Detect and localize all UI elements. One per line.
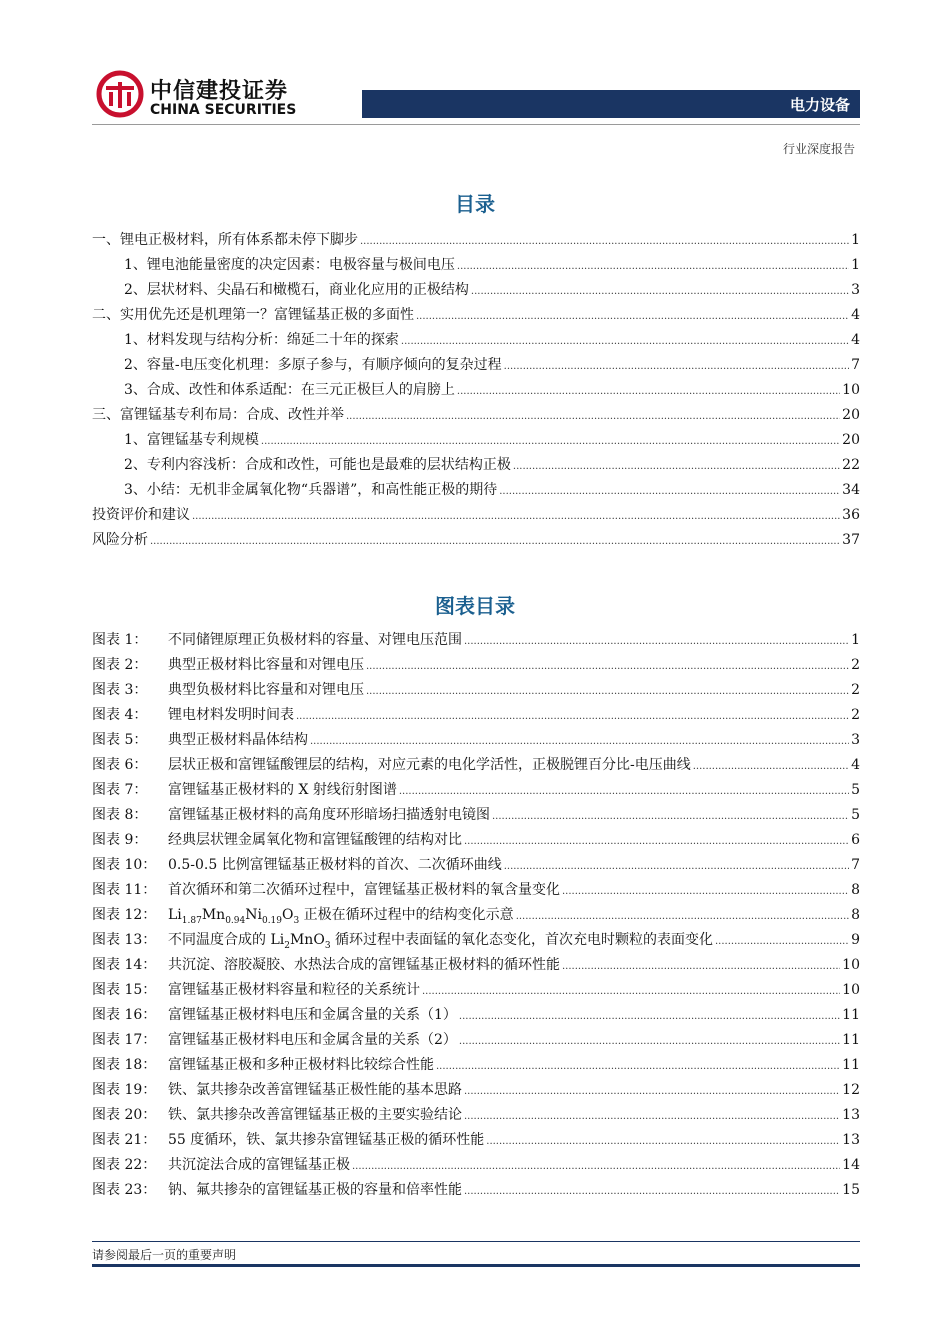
footer-disclaimer: 请参阅最后一页的重要声明 (92, 1248, 237, 1262)
figure-entry[interactable]: 图表 22： 共沉淀法合成的富锂锰基正极 ..... 14 (92, 1153, 860, 1178)
toc-entry[interactable]: 2、层状材料、尖晶石和橄榄石，商业化应用的正极结构 ..... 3 (92, 278, 860, 303)
report-type-label: 行业深度报告 (782, 142, 855, 156)
figure-entry[interactable]: 图表 6： 层状正极和富锂锰酸锂层的结构，对应元素的电化学活性，正极脱锂百分比-电压曲线 ..... 4 (92, 753, 860, 778)
toc-entry[interactable]: 2、专利内容浅析：合成和改性，可能也是最难的层状结构正极 ..... 22 (92, 453, 860, 478)
footer-bar (92, 1264, 860, 1267)
toc-list (92, 228, 860, 553)
figure-entry[interactable]: 图表 21： 55 度循环，铁、氯共掺杂富锂锰基正极的循环性能 ..... 13 (92, 1128, 860, 1153)
figure-entry[interactable]: 图表 17： 富锂锰基正极材料电压和金属含量的关系（2） ..... 11 (92, 1028, 860, 1053)
toc-entry[interactable]: 风险分析 ..... 37 (92, 528, 860, 553)
toc-entry[interactable]: 3、合成、改性和体系适配：在三元正极巨人的肩膀上 ..... 10 (92, 378, 860, 403)
figure-entry[interactable]: 图表 10： 0.5-0.5 比例富锂锰基正极材料的首次、二次循环曲线 ..... 7 (92, 853, 860, 878)
toc-entry[interactable]: 一、锂电正极材料，所有体系都未停下脚步 ..... 1 (92, 228, 860, 253)
header-divider (92, 124, 860, 125)
figure-entry[interactable]: 图表 12： $Li_{1.87}Mn_{0.94}Ni_{0.19}O_3$ 正极在循环过程中的结构变化示意 ..... 8 (92, 903, 860, 928)
figure-entry[interactable]: 图表 5： 典型正极材料晶体结构 ..... 3 (92, 728, 860, 753)
figure-entry[interactable]: 图表 19： 铁、氯共掺杂改善富锂锰基正极性能的基本思路 ..... 12 (92, 1078, 860, 1103)
figure-entry[interactable]: 图表 3： 典型负极材料比容量和对锂电压 ..... 2 (92, 678, 860, 703)
figure-entry[interactable]: 图表 8： 富锂锰基正极材料的高角度环形暗场扫描透射电镜图 ..... 5 (92, 803, 860, 828)
toc-entry[interactable]: 1、锂电池能量密度的决定因素：电极容量与极间电压 ..... 1 (92, 253, 860, 278)
figure-entry[interactable]: 图表 7： 富锂锰基正极材料的 X 射线衍射图谱 ..... 5 (92, 778, 860, 803)
toc-title: 目录 (455, 192, 495, 216)
figure-entry[interactable]: 图表 2： 典型正极材料比容量和对锂电压 ..... 2 (92, 653, 860, 678)
figure-entry[interactable]: 图表 13： 不同温度合成的 $Li_2MnO_3$ 循环过程中表面锰的氧化态变化，首次充电时颗粒的表面变化 ..... 9 (92, 928, 860, 953)
toc-entry[interactable]: 2、容量-电压变化机理：多原子参与，有顺序倾向的复杂过程 ..... 7 (92, 353, 860, 378)
toc-entry[interactable]: 投资评价和建议 ..... 36 (92, 503, 860, 528)
logo-english-name: CHINA SECURITIES (150, 102, 297, 118)
figure-entry[interactable]: 图表 11： 首次循环和第二次循环过程中，富锂锰基正极材料的氧含量变化 ..... 8 (92, 878, 860, 903)
figure-entry[interactable]: 图表 14： 共沉淀、溶胶凝胶、水热法合成的富锂锰基正极材料的循环性能 ..... 10 (92, 953, 860, 978)
toc-entry[interactable]: 3、小结：无机非金属氧化物“兵器谱”，和高性能正极的期待 ..... 34 (92, 478, 860, 503)
figure-entry[interactable]: 图表 18： 富锂锰基正极和多种正极材料比较综合性能 ..... 11 (92, 1053, 860, 1078)
formula-li2mno3: 不同温度合成的 $Li_2MnO_3$ 循环过程中表面锰的氧化态变化，首次充电时颗粒的表面变化 (168, 932, 713, 951)
figure-entry[interactable]: 图表 15： 富锂锰基正极材料容量和粒径的关系统计 ..... 10 (92, 978, 860, 1003)
company-logo (96, 70, 326, 126)
logo-chinese-name: 中信建投证券 (150, 79, 289, 104)
figure-entry[interactable]: 图表 16： 富锂锰基正极材料电压和金属含量的关系（1） ..... 11 (92, 1003, 860, 1028)
figures-title: 图表目录 (435, 594, 515, 618)
toc-entry[interactable]: 二、实用优先还是机理第一？富锂锰基正极的多面性 ..... 4 (92, 303, 860, 328)
figure-entry[interactable]: 图表 1： 不同储锂原理正负极材料的容量、对锂电压范围 ..... 1 (92, 628, 860, 653)
formula-li-mn-ni-o: $Li_{1.87}Mn_{0.94}Ni_{0.19}O_3$ 正极在循环过程中的结构变化示意 (168, 907, 514, 926)
figure-entry[interactable]: 图表 20： 铁、氯共掺杂改善富锂锰基正极的主要实验结论 ..... 13 (92, 1103, 860, 1128)
sector-banner (362, 90, 860, 118)
toc-entry[interactable]: 1、富锂锰基专利规模 ..... 20 (92, 428, 860, 453)
toc-entry[interactable]: 三、富锂锰基专利布局：合成、改性并举 ..... 20 (92, 403, 860, 428)
figures-list (92, 628, 860, 1203)
citic-logo-icon (96, 70, 144, 118)
footer-divider (92, 1241, 860, 1242)
toc-entry[interactable]: 1、材料发现与结构分析：绵延二十年的探索 ..... 4 (92, 328, 860, 353)
figure-entry[interactable]: 图表 9： 经典层状锂金属氧化物和富锂锰酸锂的结构对比 ..... 6 (92, 828, 860, 853)
figure-entry[interactable]: 图表 4： 锂电材料发明时间表 ..... 2 (92, 703, 860, 728)
sector-label: 电力设备 (789, 96, 850, 114)
figure-entry[interactable]: 图表 23： 钠、氟共掺杂的富锂锰基正极的容量和倍率性能 ..... 15 (92, 1178, 860, 1203)
